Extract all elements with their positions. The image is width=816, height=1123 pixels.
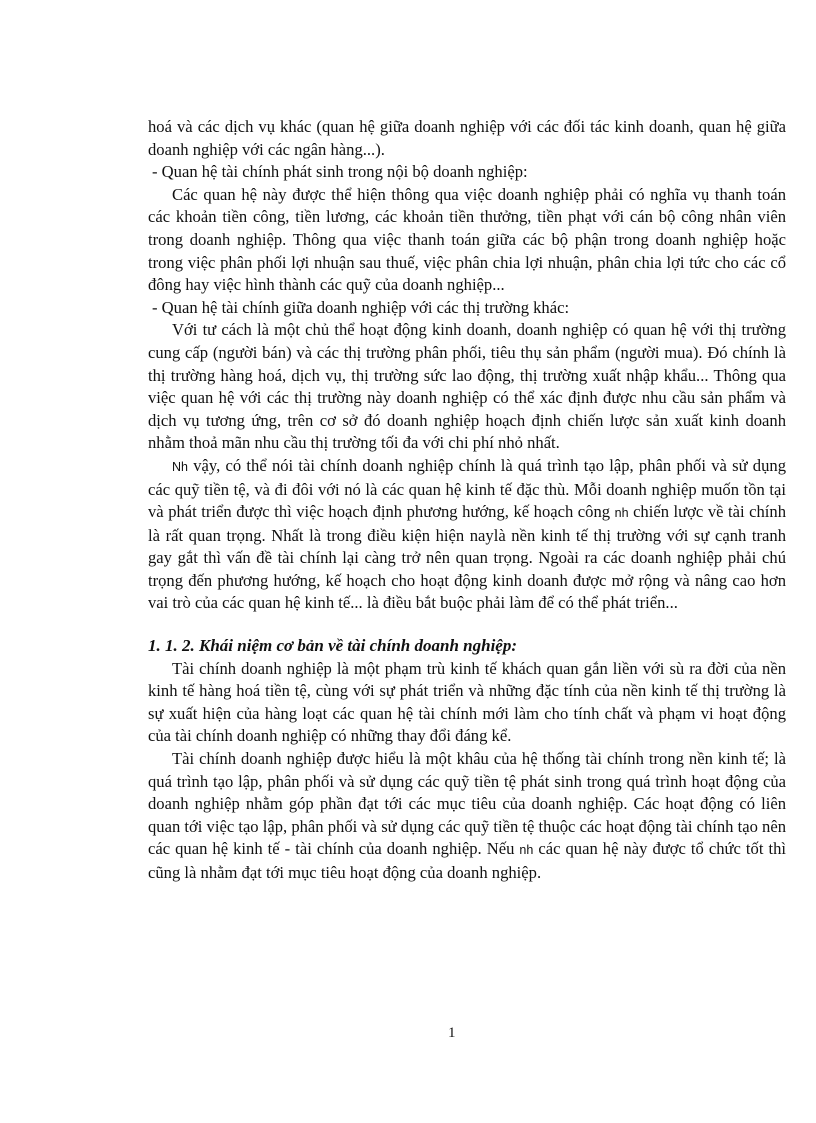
page-number: 1 (448, 1025, 456, 1041)
paragraph-summary (148, 455, 786, 615)
document-body (148, 116, 786, 885)
definition-fragment-3: các quan hệ này được tổ chức tốt thì cũng là nhằm đạt tới mục tiêu hoạt động của doanh nghiệp. (148, 839, 786, 882)
paragraph-definition (148, 748, 786, 885)
paragraph-concept: Tài chính doanh nghiệp là một phạm trù kinh tế khách quan gắn liền với sù ra đời của nền kinh tế hàng hoá tiền tệ, cùng với sự phát triển và những đặc tính của nền kinh tế thị trường là sự xuất hiện của hàng loạt các quan hệ tài chính mới làm cho tính chất và phạm vi hoạt động của tài chính doanh nghiệp có những thay đổi đáng kể. (148, 658, 786, 746)
paragraph-continuation: hoá và các dịch vụ khác (quan hệ giữa doanh nghiệp với các đối tác kinh doanh, quan hệ giữa doanh nghiệp với các ngân hàng...). (148, 117, 786, 159)
summary-fragment-3: nh (614, 506, 629, 521)
summary-fragment-1: Nh (172, 459, 188, 474)
paragraph-internal-relations-bullet: - Quan hệ tài chính phát sinh trong nội bộ doanh nghiệp: (152, 162, 528, 182)
paragraph-internal-relations: Các quan hệ này được thể hiện thông qua việc doanh nghiệp phải có nghĩa vụ thanh toán các khoản tiền công, tiền lương, các khoản tiền thưởng, tiền phạt với cán bộ công nhân viên trong doanh nghiệp. Thông qua việc thanh toán giữa các bộ phận trong doanh nghiệp hoặc trong việc phân phối lợi nhuận sau thuế, việc phân chia lợi nhuận, phân chia lợi tức cho các cổ đông hay việc hình thành các quỹ của doanh nghiệp... (148, 184, 786, 295)
section-heading: 1. 1. 2. Khái niệm cơ bản về tài chính doanh nghiệp: (148, 636, 518, 656)
summary-fragment-2: vậy, có thể nói tài chính doanh nghiệp chính là quá trình tạo lập, phân phối và sử dụng các quỹ tiền tệ, và đi đôi với nó là các quan hệ kinh tế đặc thù. Mỗi doanh nghiệp muốn tồn tại và phát triển được thì việc hoạch định phương hướng, kế hoạch công (148, 455, 786, 522)
definition-fragment-2: nh (519, 843, 534, 858)
summary-fragment-4: chiến lược về tài chính là rất quan trọng. Nhất là trong điều kiện hiện naylà nền kinh tế thị trường với sự cạnh tranh gay gắt thì vấn đề tài chính lại càng trở nên quan trọng. Ngoài ra các doanh nghiệp phải chú trọng đến phương hướng, kế hoạch cho hoạt động kinh doanh được mở rộng và nâng cao hơn vai trò của các quan hệ kinh tế... là điều bắt buộc phải làm để có thể phát triển... (148, 502, 786, 613)
definition-fragment-1: Tài chính doanh nghiệp được hiểu là một khâu của hệ thống tài chính trong nền kinh tế; là quá trình tạo lập, phân phối và sử dụng các quỹ tiền tệ phát sinh trong quá trình hoạt động của doanh nghiệp nhằm góp phần đạt tới các mục tiêu của doanh nghiệp. Các hoạt động có liên quan tới việc tạo lập, phân phối và sử dụng các quỹ tiền tệ thuộc các hoạt động tài chính tạo nên các quan hệ kinh tế - tài chính của doanh nghiệp. Nếu (148, 749, 787, 859)
paragraph-market-relations-bullet: - Quan hệ tài chính giữa doanh nghiệp với các thị trường khác: (152, 297, 570, 317)
paragraph-market-relations: Với tư cách là một chủ thể hoạt động kinh doanh, doanh nghiệp có quan hệ với thị trường cung cấp (người bán) và các thị trường phân phối, tiêu thụ sản phẩm (người mua). Đó chính là thị trường hàng hoá, dịch vụ, thị trường sức lao động, thị trường xuất nhập khẩu... Thông qua việc quan hệ với các thị trường này doanh nghiệp có thể xác định được nhu cầu sản phẩm và dịch vụ tương ứng, trên cơ sở đó doanh nghiệp hoạch định chiến lược sản xuất kinh doanh nhằm thoả mãn nhu cầu thị trường tối đa với chi phí nhỏ nhất. (148, 320, 786, 453)
